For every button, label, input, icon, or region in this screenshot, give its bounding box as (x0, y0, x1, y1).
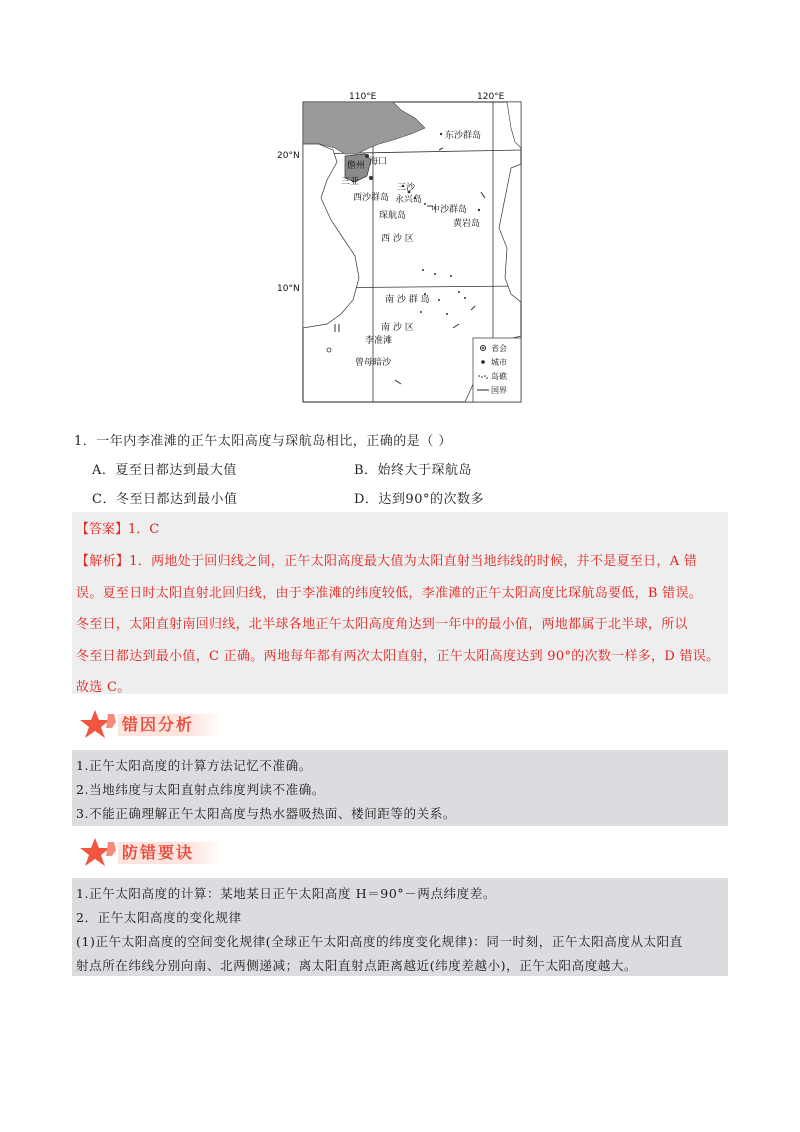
map-legend (473, 338, 521, 402)
label-huangyan: 黄岩岛 (453, 219, 481, 229)
map-figure (275, 88, 525, 404)
analysis-text (76, 546, 726, 704)
answer-box (72, 512, 728, 694)
label-sanya: 三亚 (341, 177, 360, 187)
label-xisha-qundao: 西沙群岛 (353, 193, 390, 203)
label-shenhang: 琛航岛 (379, 211, 407, 221)
analysis-line: 冬至日，太阳直射南回归线，北半球各地正午太阳高度角达到一年中的最小值，两地都属于北半球，所以 (76, 617, 688, 632)
analysis-line: 故选 C。 (76, 680, 131, 695)
sanya-dot (369, 176, 373, 180)
label-danzhou: 儋州 (347, 161, 366, 171)
option-a: A．夏至日都达到最大值 (92, 463, 237, 478)
label-sansha: 三沙 (397, 183, 416, 193)
label-yongxing: 永兴岛 (395, 195, 423, 205)
error-line: 3.不能正确理解正午太阳高度与热水器吸热面、楼间距等的关系。 (76, 806, 456, 821)
label-zengmu: 曾母暗沙 (355, 358, 392, 368)
tip-line: 1.正午太阳高度的计算：某地某日正午太阳高度 H＝90°－两点纬度差。 (76, 886, 496, 901)
answer-line: 【答案】1．C (76, 522, 160, 537)
legend-capital: 省会 (491, 344, 507, 353)
star-icon (78, 836, 118, 870)
option-b: B．始终大于琛航岛 (354, 463, 473, 478)
analysis-line: 【解析】1．两地处于回归线之间，正午太阳高度最大值为太阳直射当地纬线的时候，并不是夏至日，A 错 (76, 554, 698, 569)
label-dongsha: 东沙群岛 (445, 131, 482, 141)
label-nansha-qu: 南 沙 区 (381, 323, 414, 333)
label-lizhuntan: 李准滩 (365, 336, 393, 346)
error-line: 1.正午太阳高度的计算方法记忆不准确。 (76, 758, 312, 773)
legend-border: 国界 (491, 386, 507, 395)
question-stem: 1．一年内李准滩的正午太阳高度与琛航岛相比，正确的是（ ） (74, 434, 452, 449)
error-analysis-box (72, 750, 728, 826)
legend-city: 城市 (491, 358, 507, 367)
analysis-line: 冬至日都达到最小值，C 正确。两地每年都有两次太阳直射，正午太阳高度达到 90°的次数一样多，D 错误。 (76, 648, 720, 664)
tip-line: 射点所在纬线分别向南、北两侧递减；离太阳直射点距离越近(纬度差越小)，正午太阳高度越大。 (76, 958, 638, 973)
label-xisha-qu: 西 沙 区 (381, 234, 414, 244)
lat-20-label: 20°N (277, 151, 300, 161)
tip-line: (1)正午太阳高度的空间变化规律(全球正午太阳高度的纬度变化规律)：同一时刻，正午太阳高度从太阳直 (76, 934, 683, 949)
option-c: C．冬至日都达到最小值 (92, 492, 238, 507)
lon-110-label: 110°E (349, 92, 377, 102)
lon-120-label: 120°E (477, 92, 505, 102)
section-header-error-analysis (78, 708, 258, 742)
lat-10-label: 10°N (277, 284, 300, 294)
label-zhongsha: 中沙群岛 (431, 205, 468, 215)
prevention-tips-box (72, 878, 728, 976)
south-china-sea-map (275, 88, 525, 404)
section-title: 错因分析 (118, 714, 222, 736)
legend-reef: 岛礁 (491, 372, 507, 381)
section-header-prevention-tips (78, 836, 258, 870)
label-haikou: 海口 (369, 157, 388, 167)
error-line: 2.当地纬度与太阳直射点纬度判读不准确。 (76, 782, 325, 797)
section-title: 防错要诀 (118, 842, 222, 864)
label-nansha-qundao: 南 沙 群 岛 (385, 295, 430, 305)
star-icon (78, 708, 118, 742)
option-d: D．达到90°的次数多 (354, 492, 484, 507)
analysis-line: 误。夏至日时太阳直射北回归线，由于李准滩的纬度较低，李准滩的正午太阳高度比琛航岛要低，B 错误。 (76, 585, 703, 601)
tip-line: 2．正午太阳高度的变化规律 (76, 910, 242, 925)
